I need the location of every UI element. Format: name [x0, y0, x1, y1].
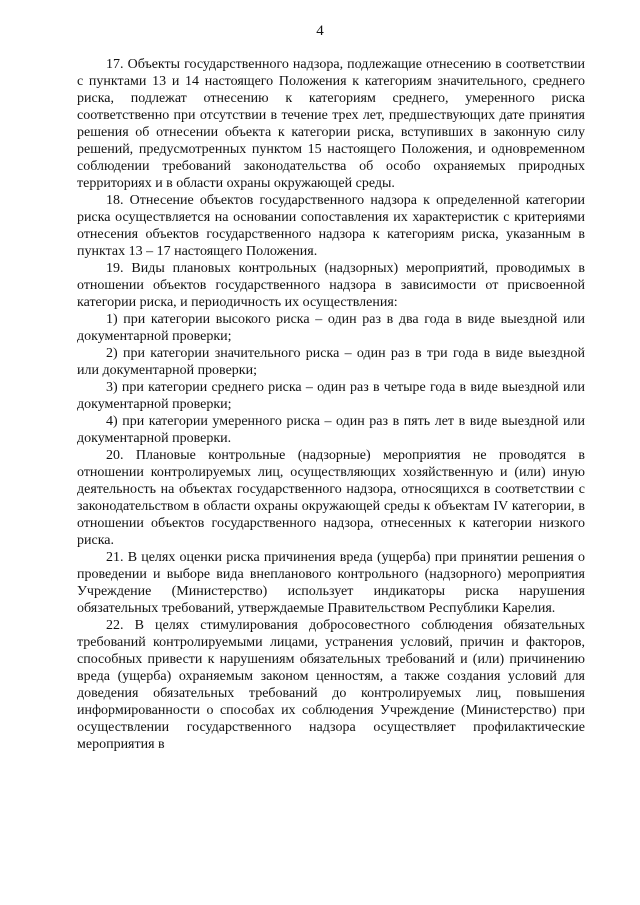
paragraph-17: 17. Объекты государственного надзора, подлежащие отнесению в соответствии с пунктами 13 и 14 настоящего Положения к категориям значительного, среднего риска, подлежат отнесению к категориям среднего, умеренного риска соответственно при отсутствии в течение трех лет, предшествующих дате принятия решения об отнесении объекта к категории риска, вступивших в законную силу решений, предусмотренных пунктом 15 настоящего Положения, и одновременном соблюдении требований законодательства об особо охраняемых природных территориях и в области охраны окружающей среды.: [77, 57, 585, 191]
list-item-3: 3) при категории среднего риска – один раз в четыре года в виде выездной или документарной проверки;: [77, 380, 585, 412]
paragraph-20: 20. Плановые контрольные (надзорные) мероприятия не проводятся в отношении контролируемых лиц, осуществляющих хозяйственную и (или) иную деятельность на объектах государственного надзора, относящихся в соответствии с законодательством в области охраны окружающей среды к объектам IV категории, в отношении объектов государственного надзора, отнесенных к категории низкого риска.: [77, 448, 585, 548]
document-body: [77, 56, 585, 753]
paragraph-21: 21. В целях оценки риска причинения вреда (ущерба) при принятии решения о проведении и выборе вида внепланового контрольного (надзорного) мероприятия Учреждение (Министерство) использует индикаторы риска нарушения обязательных требований, утверждаемые Правительством Республики Карелия.: [77, 550, 585, 616]
list-item-2: 2) при категории значительного риска – один раз в три года в виде выездной или документарной проверки;: [77, 346, 585, 378]
list-item-1: 1) при категории высокого риска – один раз в два года в виде выездной или документарной проверки;: [77, 312, 585, 344]
list-item-4: 4) при категории умеренного риска – один раз в пять лет в виде выездной или документарной проверки.: [77, 414, 585, 446]
paragraph-22: 22. В целях стимулирования добросовестного соблюдения обязательных требований контролируемыми лицами, устранения условий, причин и факторов, способных привести к нарушениям обязательных требований и (или) причинению вреда (ущерба) охраняемым законом ценностям, а также создания условий для доведения обязательных требований до контролируемых лиц, повышения информированности о способах их соблюдения Учреждение (Министерство) при осуществлении государственного надзора осуществляет профилактические мероприятия в: [77, 618, 585, 752]
page-number: 4: [316, 23, 324, 39]
paragraph-19: 19. Виды плановых контрольных (надзорных) мероприятий, проводимых в отношении объектов государственного надзора в зависимости от присвоенной категории риска, и периодичность их осуществления:: [77, 261, 585, 310]
paragraph-18: 18. Отнесение объектов государственного надзора к определенной категории риска осуществляется на основании сопоставления их характеристик с критериями отнесения объектов государственного надзора к категориям риска, указанным в пунктах 13 – 17 настоящего Положения.: [77, 193, 585, 259]
